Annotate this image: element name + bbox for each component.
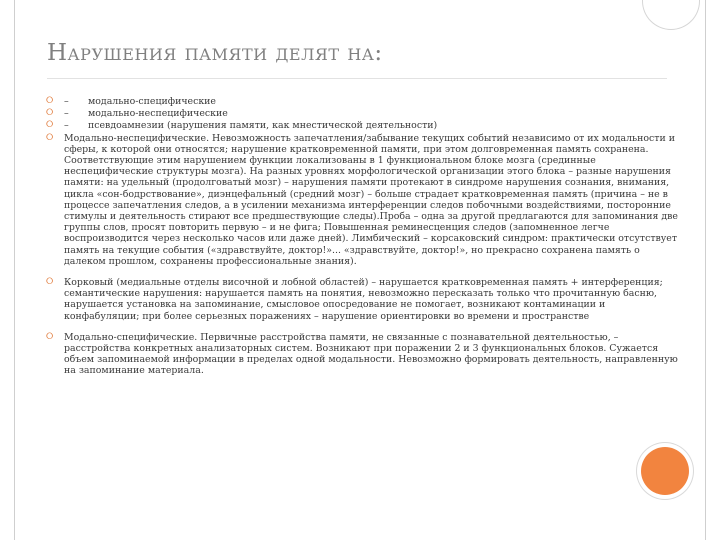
list-item — [46, 332, 682, 377]
bullet-icon: ⭘ — [46, 120, 54, 131]
frame-left-line — [14, 0, 15, 540]
list-item-text: Модально-неспецифические. Невозможность запечатления/забывание текущих событий независимо от их модальности и сферы, к которой они относятся; нарушение кратковременной памяти, при этом долговременная память сохранена. Соответствующие этим нарушением функции локализованы в 1 функциональном блоке мозга (срединные неспецифические структуры мозга). На разных уровнях морфологической организации этого блока – разные нарушения памяти: на удельный (продолговатый мозг) – нарушения памяти протекают в синдроме нарушения сознания, внимания, цикла «сон-бодрствование», диэнцефальный (средний мозг) – больше страдает кратковременная память (причина – не в процессе запечатления следов, а в усилении механизма интерференции следов побочными воздействиями, посторонние стимулы и деятельность стирают все предшествующие следы).Проба – одна за другой предлагаются для запоминания две группы слов, просят повторить первую – и не фига; Повышенная реминесценция следов (запомненное легче воспроизводится через несколько часов или даже дней). Лимбический – корсаковский синдром: практически отсутствует память на текущие события («здравствуйте, доктор!»... «здравствуйте, доктор!», но прекрасно сохранена память о далеком прошлом, сохранены профессиональные знания). — [64, 132, 678, 267]
list-item-text: модально-неспецифические — [88, 108, 228, 120]
bullet-icon: ⭘ — [46, 277, 54, 288]
list-item-text: Корковый (медиальные отделы височной и лобной областей) – нарушается кратковременная память + интерференция; семантические нарушения: нарушается память на понятия, невозможно пересказать только что прочитанную басню, нарушается установка на запоминание, смысловое опосредование не помогает, возникают контаминации и конфабуляции; при более серьезных поражениях – нарушение ориентировки во времени и пространстве — [64, 277, 663, 322]
list-item — [46, 108, 682, 119]
list-item-text: псевдоамнезии (нарушения памяти, как мнестической деятельности) — [88, 120, 438, 132]
slide-title: Нарушения памяти делят на: — [47, 40, 383, 66]
list-item-text: Модально-специфические. Первичные расстройства памяти, не связанные с познавательной деятельностью, – расстройства конкретных анализаторных систем. Возникают при поражении 2 и 3 функциональных блоков. Сужается объем запоминаемой информации в пределах одной модальности. Невозможно формировать деятельность, направленную на запоминание материала. — [64, 331, 678, 377]
list-dash: – — [64, 96, 69, 107]
decor-circle-bottom — [641, 447, 689, 495]
list-item — [46, 120, 682, 131]
frame-right-line — [705, 0, 706, 540]
list-dash: – — [64, 108, 69, 120]
decor-circle-top — [642, 0, 700, 30]
bullet-icon: ⭘ — [46, 96, 54, 106]
list-item — [46, 96, 682, 107]
slide-content — [46, 96, 682, 377]
list-item-text: модально-специфические — [88, 96, 216, 107]
list-dash: – — [64, 120, 69, 132]
title-divider — [47, 78, 667, 79]
bullet-icon: ⭘ — [46, 108, 54, 119]
list-item — [46, 133, 682, 267]
bullet-icon: ⭘ — [46, 132, 54, 143]
bullet-icon: ⭘ — [46, 331, 54, 342]
list-item — [46, 277, 682, 322]
